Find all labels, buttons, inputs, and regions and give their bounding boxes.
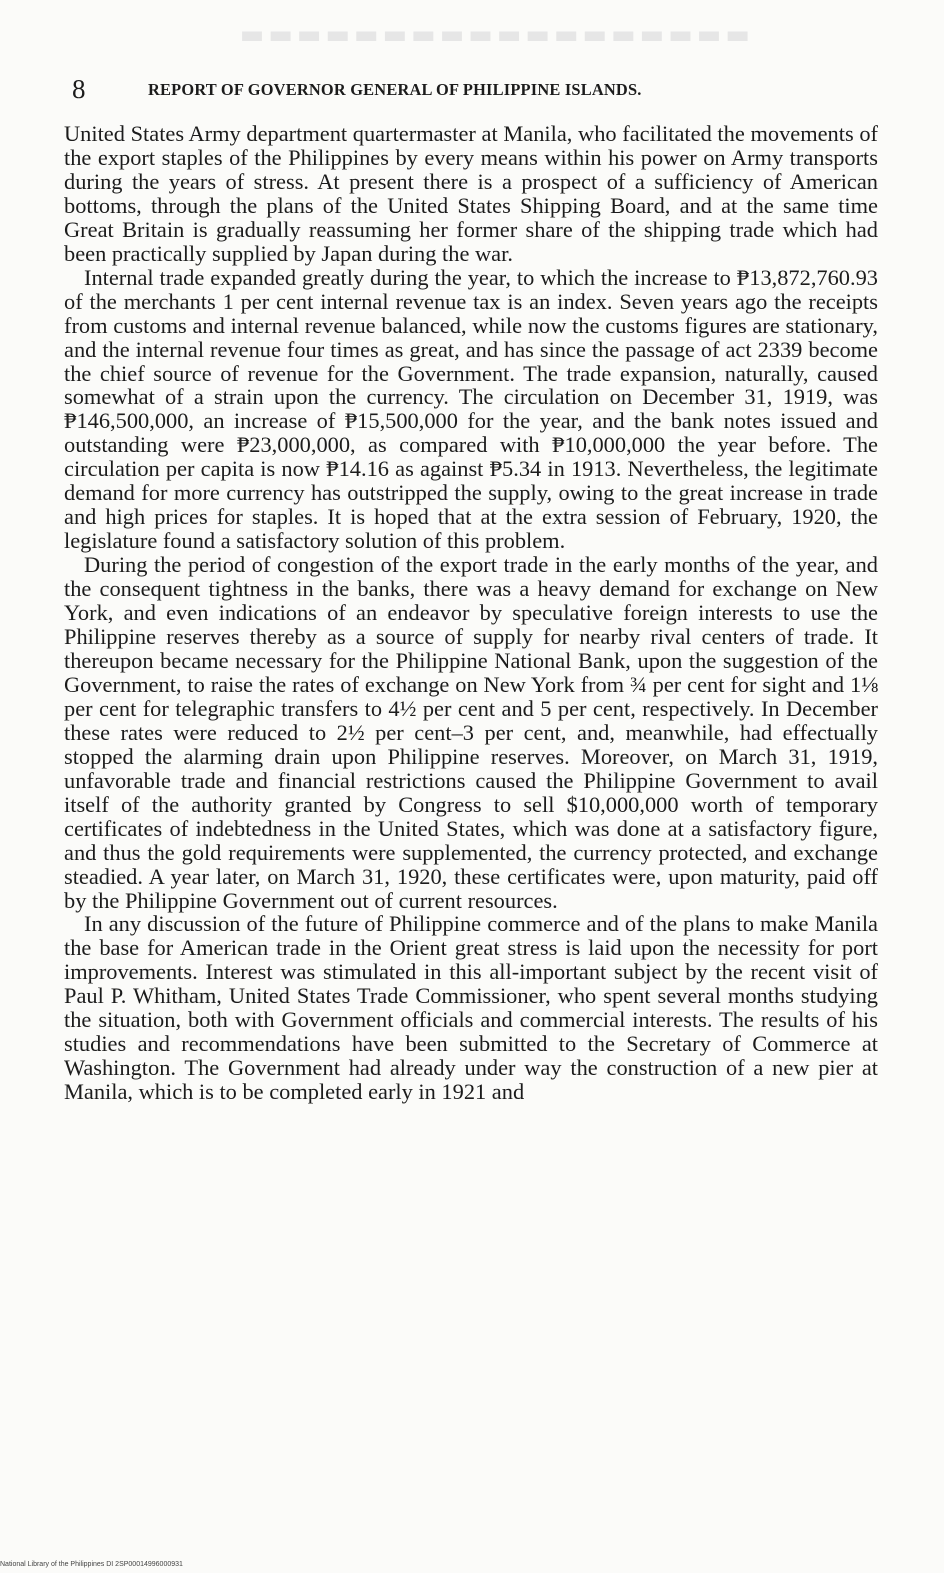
- running-head: REPORT OF GOVERNOR GENERAL OF PHILIPPINE ISLANDS.: [148, 80, 642, 99]
- bleed-through-ghost-text: ▬▬▬▬▬▬▬▬▬▬▬▬▬▬▬▬▬▬: [235, 20, 750, 50]
- paragraph-4: In any discussion of the future of Philippine commerce and of the plans to make Manila the base for American trade in the Orient great stress is laid upon the necessity for port improvements. Interest was stimulated in this all-important subject by the recent visit of Paul P. Whitham, United States Trade Commissioner, who spent several months studying the situation, both with Government officials and commercial interests. The results of his studies and recommendations have been submitted to the Secretary of Commerce at Washington. The Government had already under way the construction of a new pier at Manila, which is to be completed early in 1921 and: [64, 911, 878, 1105]
- page-header: [72, 74, 872, 106]
- paragraph-1-continued: United States Army department quartermaster at Manila, who facilitated the movements of the export staples of the Philippines by every means within his power on Army transports during the years of stress. At present there is a prospect of a sufficiency of American bottoms, through the plans of the United States Shipping Board, and at the same time Great Britain is gradually reassuming her former share of the shipping trade which had been practically supplied by Japan during the war.: [64, 121, 878, 266]
- paragraph-2: Internal trade expanded greatly during the year, to which the increase to ₱13,872,760.93 of the merchants 1 per cent internal revenue tax is an index. Seven years ago the receipts from customs and internal revenue balanced, while now the customs figures are stationary, and the internal revenue four times as great, and has since the passage of act 2339 become the chief source of revenue for the Government. The trade expansion, naturally, caused somewhat of a strain upon the currency. The circulation on December 31, 1919, was ₱146,500,000, an increase of ₱15,500,000 for the year, and the bank notes issued and outstanding were ₱23,000,000, as compared with ₱10,000,000 the year before. The circulation per capita is now ₱14.16 as against ₱5.34 in 1913. Nevertheless, the legitimate demand for more currency has outstripped the supply, owing to the great increase in trade and high prices for staples. It is hoped that at the extra session of February, 1920, the legislature found a satisfactory solution of this problem.: [64, 264, 878, 554]
- scan-credit-footer: National Library of the Philippines DI 2SP00014996000931: [0, 1561, 183, 1568]
- body-text: [64, 122, 878, 1104]
- paragraph-3: During the period of congestion of the export trade in the early months of the year, and the consequent tightness in the banks, there was a heavy demand for exchange on New York, and even indications of an endeavor by speculative foreign interests to use the Philippine reserves thereby as a source of supply for nearby rival centers of trade. It thereupon became necessary for the Philippine National Bank, upon the suggestion of the Government, to raise the rates of exchange on New York from ¾ per cent for sight and 1⅛ per cent for telegraphic transfers to 4½ per cent and 5 per cent, respectively. In December these rates were reduced to 2½ per cent–3 per cent, and, meanwhile, had effectually stopped the alarming drain upon Philippine reserves. Moreover, on March 31, 1919, unfavorable trade and financial restrictions caused the Philippine Government to avail itself of the authority granted by Congress to sell $10,000,000 worth of temporary certificates of indebtedness in the United States, which was done at a satisfactory figure, and thus the gold requirements were supplemented, the currency protected, and exchange steadied. A year later, on March 31, 1920, these certificates were, upon maturity, paid off by the Philippine Government out of current resources.: [64, 552, 878, 913]
- page-number: 8: [72, 74, 86, 104]
